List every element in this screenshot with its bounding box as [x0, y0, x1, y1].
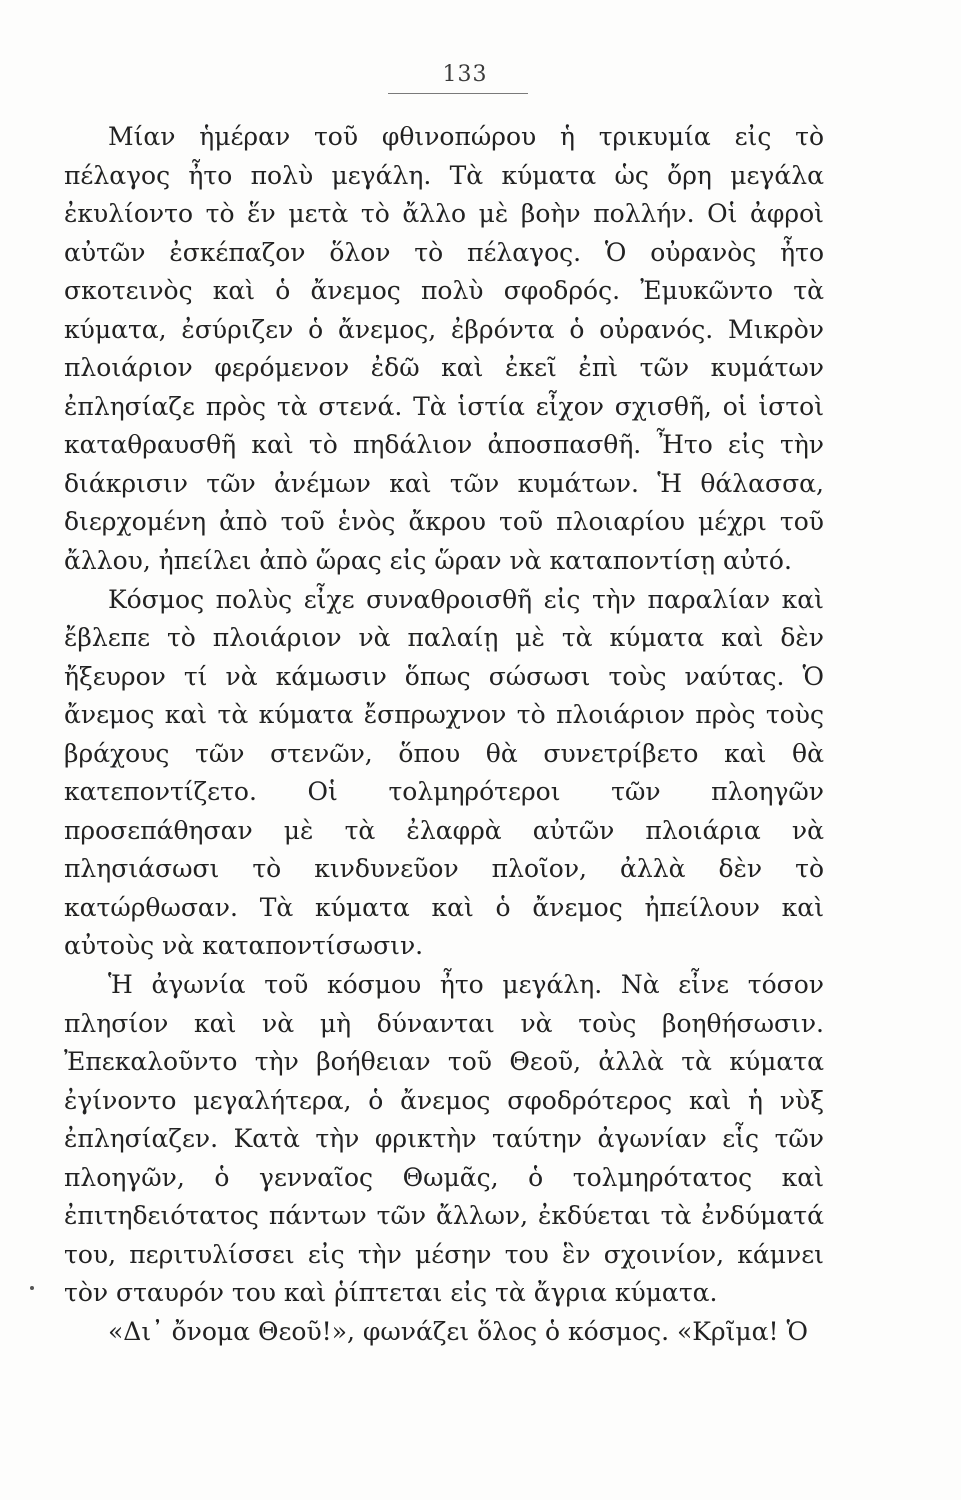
header-rule [388, 93, 528, 94]
ink-speck [30, 1286, 34, 1290]
paragraph: «Δι᾽ ὄνομα Θεοῦ!», φωνάζει ὅλος ὁ κόσμος. «Κρῖμα! Ὁ [108, 1316, 809, 1346]
page-number: 133 [442, 62, 488, 87]
paragraph: Μίαν ἡμέραν τοῦ φθινοπώρου ἡ τρικυμία εἰς τὸ πέλαγος ἦτο πολὺ μεγάλη. Τὰ κύματα ὡς ὄρη μεγάλα ἐκυλίοντο τὸ ἕν μετὰ τὸ ἄλλο μὲ βοὴν πολλήν. Οἱ ἀφροὶ αὐτῶν ἐσκέπαζον ὅλον τὸ πέλαγος. Ὁ οὐρανὸς ἦτο σκοτεινὸς καὶ ὁ ἄνεμος πολὺ σφοδρός. Ἐμυκῶντο τὰ κύματα, ἐσύριζεν ὁ ἄνεμος, ἐβρόντα ὁ οὐρανός. Μικρὸν πλοιάριον φερόμενον ἐδῶ καὶ ἐκεῖ ἐπὶ τῶν κυμάτων ἐπλησίαζε πρὸς τὰ στενά. Τὰ ἱστία εἶχον σχισθῆ, οἱ ἱστοὶ καταθραυσθῆ καὶ τὸ πηδάλιον ἀποσπασθῆ. Ἦτο εἰς τὴν διάκρισιν τῶν ἀνέμων καὶ τῶν κυμάτων. Ἡ θάλασσα, διερχομένη ἀπὸ τοῦ ἑνὸς ἄκρου τοῦ πλοιαρίου μέχρι τοῦ ἄλλου, ἠπείλει ἀπὸ ὥρας εἰς ὥραν νὰ καταποντίσῃ αὐτό. [64, 122, 824, 576]
body-text [64, 118, 824, 1352]
paragraph: Ἡ ἀγωνία τοῦ κόσμου ἦτο μεγάλη. Νὰ εἶνε τόσον πλησίον καὶ νὰ μὴ δύνανται νὰ τοὺς βοηθήσωσιν. Ἐπεκαλοῦντο τὴν βοήθειαν τοῦ Θεοῦ, ἀλλὰ τὰ κύματα ἐγίνοντο μεγαλήτερα, ὁ ἄνεμος σφοδρότερος καὶ ἡ νὺξ ἐπλησίαζεν. Κατὰ τὴν φρικτὴν ταύτην ἀγωνίαν εἷς τῶν πλοηγῶν, ὁ γενναῖος Θωμᾶς, ὁ τολμηρότατος καὶ ἐπιτηδειότατος πάντων τῶν ἄλλων, ἐκδύεται τὰ ἐνδύματά του, περιτυλίσσει εἰς τὴν μέσην του ἓν σχοινίον, κάμνει τὸν σταυρόν του καὶ ῥίπτεται εἰς τὰ ἄγρια κύματα. [64, 970, 824, 1308]
paragraph: Κόσμος πολὺς εἶχε συναθροισθῆ εἰς τὴν παραλίαν καὶ ἔβλεπε τὸ πλοιάριον νὰ παλαίῃ μὲ τὰ κύματα καὶ δὲν ἤξευρον τί νὰ κάμωσιν ὅπως σώσωσι τοὺς ναύτας. Ὁ ἄνεμος καὶ τὰ κύματα ἔσπρωχνον τὸ πλοιάριον πρὸς τοὺς βράχους τῶν στενῶν, ὅπου θὰ συνετρίβετο καὶ θὰ κατεποντίζετο. Οἱ τολμηρότεροι τῶν πλοηγῶν προσεπάθησαν μὲ τὰ ἐλαφρὰ αὐτῶν πλοιάρια νὰ πλησιάσωσι τὸ κινδυνεῦον πλοῖον, ἀλλὰ δὲν τὸ κατώρθωσαν. Τὰ κύματα καὶ ὁ ἄνεμος ἠπείλουν καὶ αὐτοὺς νὰ καταποντίσωσιν. [64, 584, 824, 961]
